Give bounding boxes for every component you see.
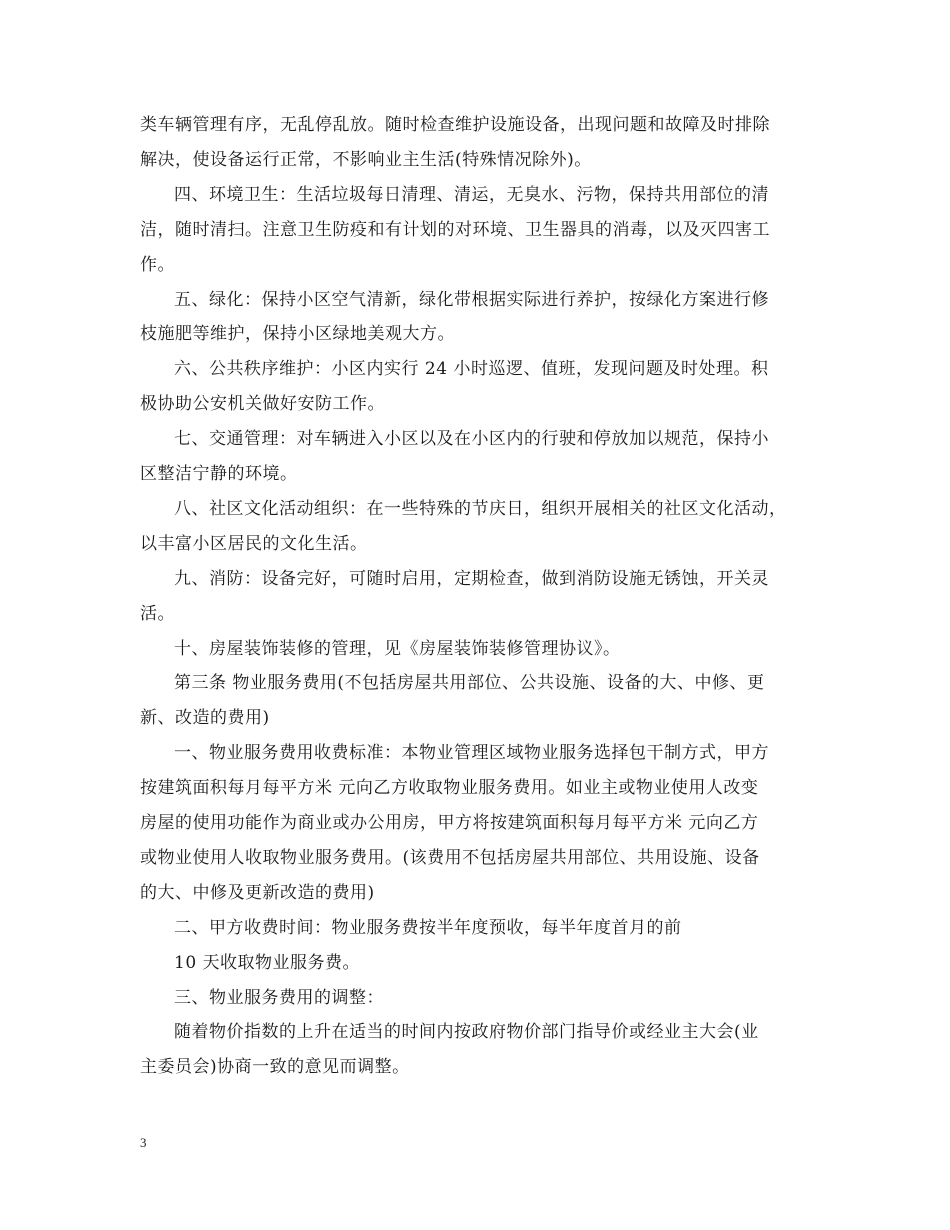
text-line: 八、社区文化活动组织：在一些特殊的节庆日，组织开展相关的社区文化活动， (174, 498, 787, 519)
text-line: 或物业使用人收取物业服务费用。(该费用不包括房屋共用部位、共用设施、设备 (140, 847, 760, 868)
text-line: 随着物价指数的上升在适当的时间内按政府物价部门指导价或经业主大会(业 (174, 1022, 759, 1043)
text-line: 十、房屋装饰装修的管理，见《房屋装饰装修管理协议》。 (174, 638, 621, 659)
text-line: 极协助公安机关做好安防工作。 (140, 394, 385, 415)
text-line: 九、消防：设备完好，可随时启用，定期检查，做到消防设施无锈蚀，开关灵 (174, 568, 769, 589)
text-line: 一、物业服务费用收费标准：本物业管理区域物业服务选择包干制方式，甲方 (174, 743, 769, 764)
text-line: 以丰富小区居民的文化生活。 (140, 533, 368, 554)
text-line: 四、环境卫生：生活垃圾每日清理、清运，无臭水、污物，保持共用部位的清 (174, 184, 769, 205)
text-line: 区整洁宁静的环境。 (140, 464, 298, 484)
text-line: 枝施肥等维护，保持小区绿地美观大方。 (140, 324, 455, 345)
text-line: 活。 (140, 603, 175, 624)
text-line: 第三条 物业服务费用(不包括房屋共用部位、公共设施、设备的大、中修、更 (174, 673, 765, 694)
text-line: 房屋的使用功能作为商业或办公用房，甲方将按建筑面积每月每平方米 元向乙方 (140, 813, 759, 833)
text-line: 按建筑面积每月每平方米 元向乙方收取物业服务费用。如业主或物业使用人改变 (140, 778, 759, 799)
text-line: 类车辆管理有序，无乱停乱放。随时检查维护设施设备，出现问题和故障及时排除 (140, 115, 770, 135)
page-number: 3 (140, 1135, 147, 1150)
text-line: 六、公共秩序维护：小区内实行 24 小时巡逻、值班，发现问题及时处理。积 (174, 359, 769, 380)
text-line: 七、交通管理：对车辆进入小区以及在小区内的行驶和停放加以规范，保持小 (174, 429, 769, 450)
text-line: 10 天收取物业服务费。 (174, 952, 361, 973)
text-line: 新、改造的费用) (140, 708, 270, 729)
text-line: 二、甲方收费时间：物业服务费按半年度预收，每半年度首月的前 (174, 917, 682, 938)
text-line: 的大、中修及更新改造的费用) (140, 882, 375, 903)
text-line: 作。 (140, 254, 175, 275)
text-line: 五、绿化：保持小区空气清新，绿化带根据实际进行养护，按绿化方案进行修 (174, 289, 769, 310)
text-line: 洁，随时清扫。注意卫生防疫和有计划的对环境、卫生器具的消毒，以及灭四害工 (140, 219, 770, 240)
text-line: 三、物业服务费用的调整： (174, 987, 384, 1008)
text-line: 主委员会)协商一致的意见而调整。 (140, 1057, 410, 1078)
text-line: 解决，使设备运行正常，不影响业主生活(特殊情况除外)。 (140, 149, 592, 170)
